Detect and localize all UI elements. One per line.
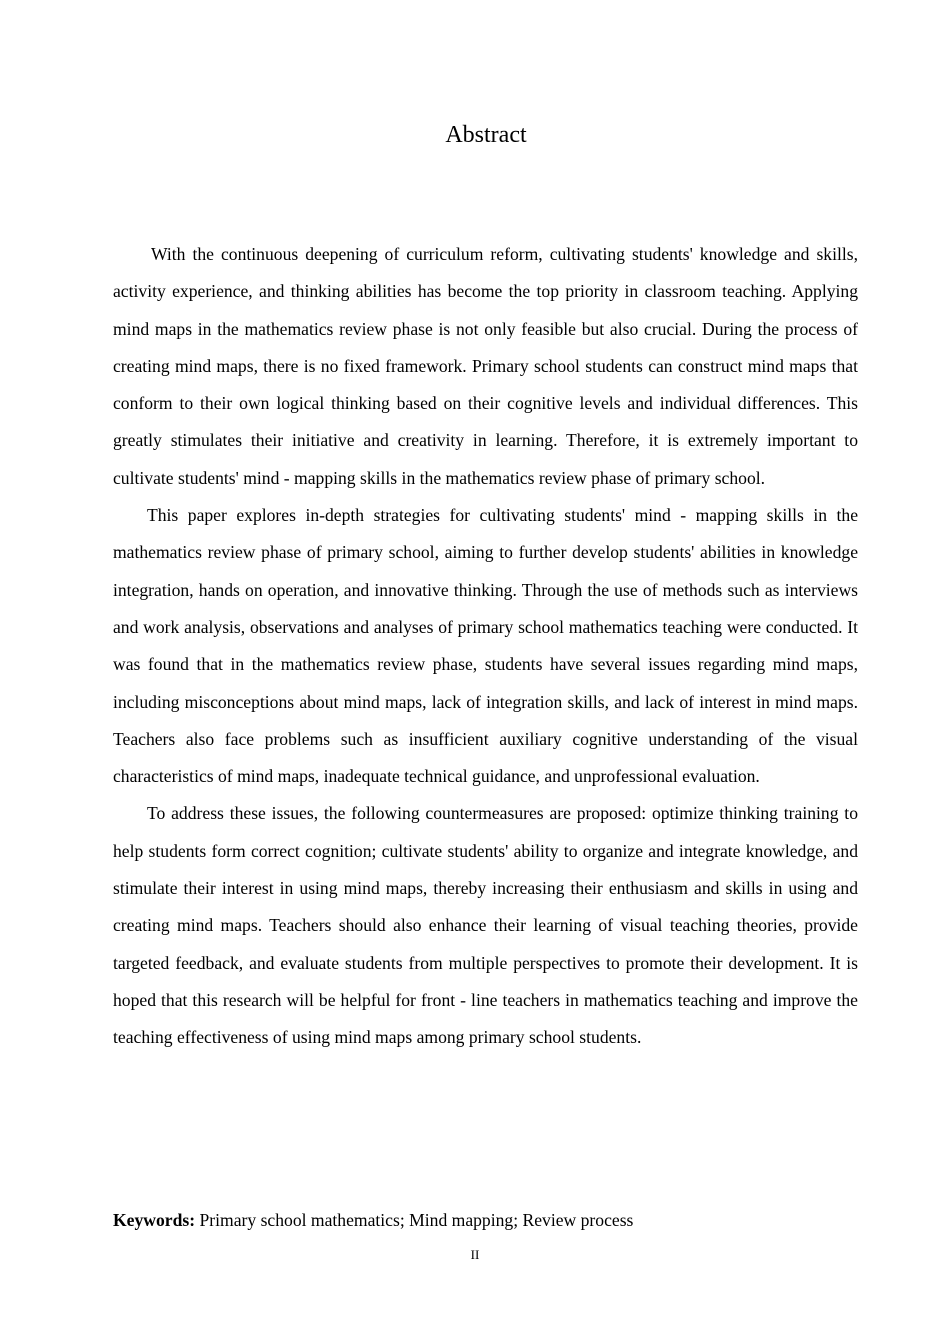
abstract-paragraph-1: With the continuous deepening of curriculum reform, cultivating students' knowledge and skills, activity experience, and thinking abilities has become the top priority in classroom teaching. Applying mind maps in the mathematics review phase is not only feasible but also crucial. During the process of creating mind maps, there is no fixed framework. Primary school students can construct mind maps that conform to their own logical thinking based on their cognitive levels and individual differences. This greatly stimulates their initiative and creativity in learning. Therefore, it is extremely important to cultivate students' mind - mapping skills in the mathematics review phase of primary school. (113, 244, 858, 488)
abstract-body (113, 236, 858, 1057)
abstract-paragraph-2: This paper explores in-depth strategies for cultivating students' mind - mapping skills in the mathematics review phase of primary school, aiming to further develop students' abilities in knowledge integration, hands on operation, and innovative thinking. Through the use of methods such as interviews and work analysis, observations and analyses of primary school mathematics teaching were conducted. It was found that in the mathematics review phase, students have several issues regarding mind maps, including misconceptions about mind maps, lack of integration skills, and lack of interest in mind maps. Teachers also face problems such as insufficient auxiliary cognitive understanding of the visual characteristics of mind maps, inadequate technical guidance, and unprofessional evaluation. (113, 505, 858, 787)
keywords-text: Primary school mathematics; Mind mapping; Review process (199, 1210, 634, 1230)
abstract-paragraph-3: To address these issues, the following countermeasures are proposed: optimize thinking training to help students form correct cognition; cultivate students' ability to organize and integrate knowledge, and stimulate their interest in using mind maps, thereby increasing their enthusiasm and skills in using and creating mind maps. Teachers should also enhance their learning of visual teaching theories, provide targeted feedback, and evaluate students from multiple perspectives to promote their development. It is hoped that this research will be helpful for front - line teachers in mathematics teaching and improve the teaching effectiveness of using mind maps among primary school students. (113, 803, 858, 1048)
page-number: II (470, 1247, 480, 1262)
keywords-label: Keywords: (113, 1210, 196, 1230)
page-title: Abstract (445, 122, 527, 148)
keywords-line (113, 1203, 858, 1237)
